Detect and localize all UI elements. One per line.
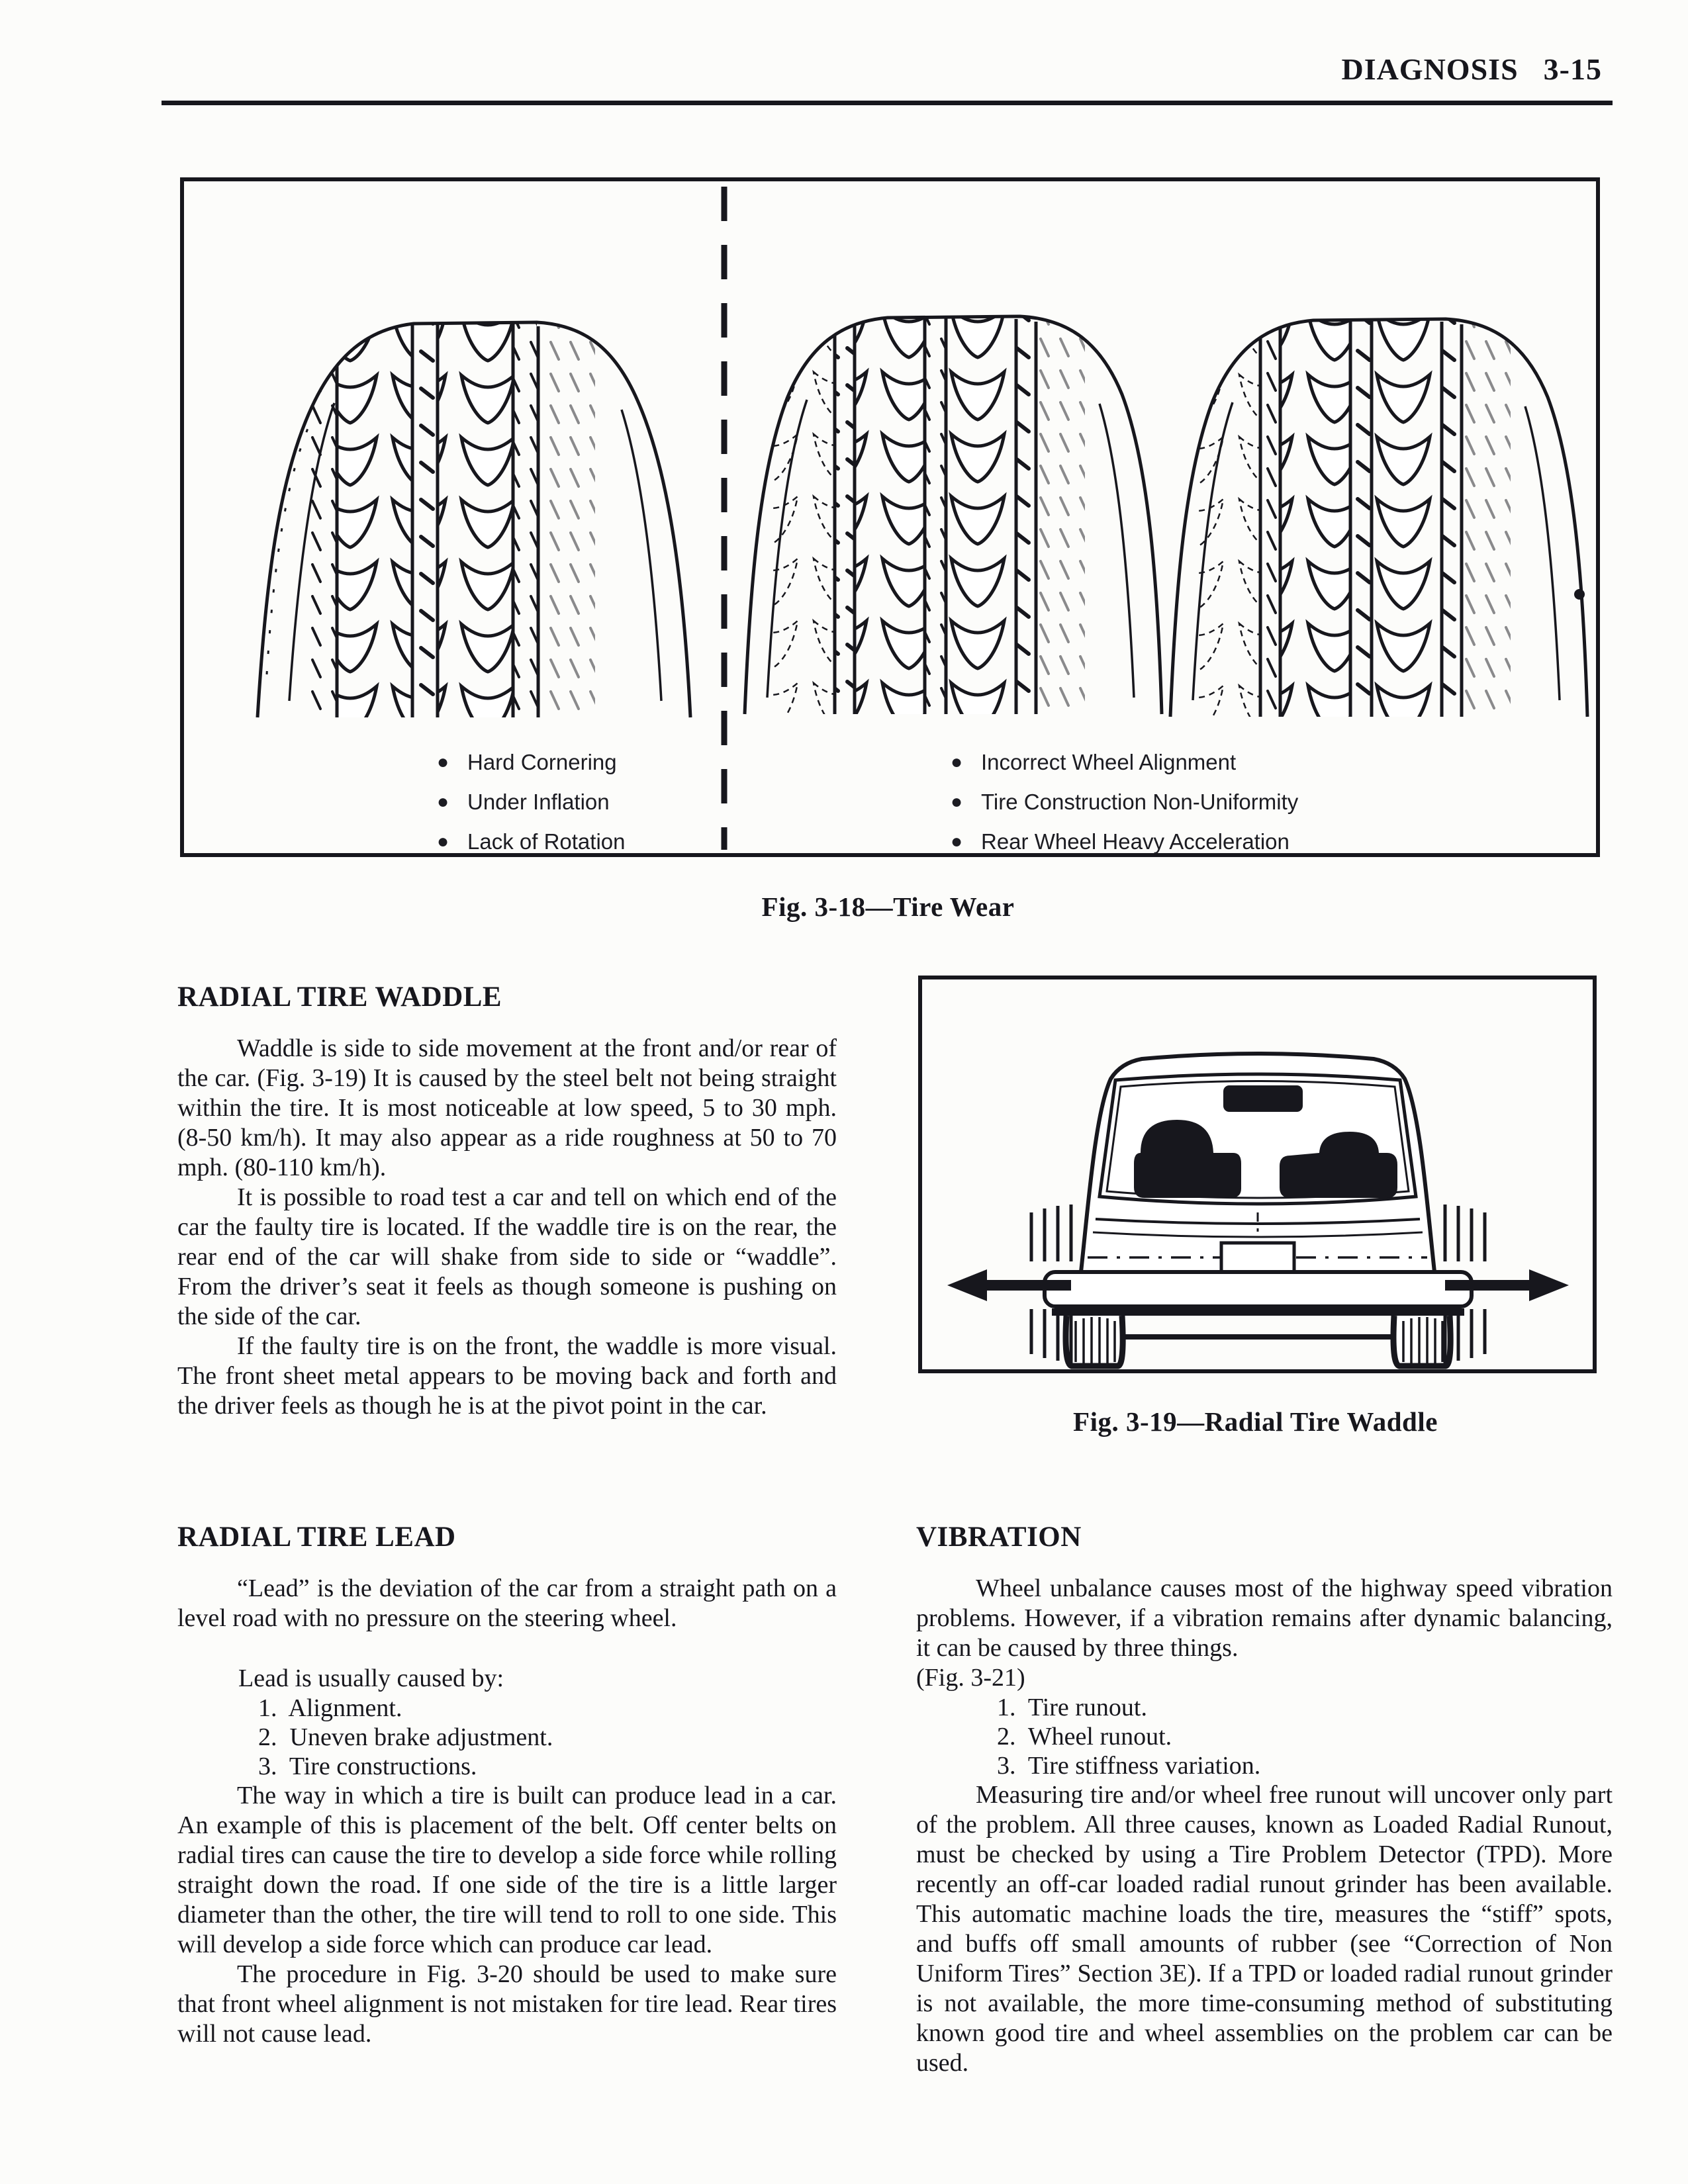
wheel-right <box>1393 1316 1450 1366</box>
numbered-item: 2. Uneven brake adjustment. <box>258 1723 553 1751</box>
tire-tread-middle <box>745 312 1162 714</box>
rear-bumper <box>1045 1272 1472 1306</box>
section-heading: VIBRATION <box>916 1522 1082 1553</box>
bullet-icon <box>951 822 981 862</box>
car-rear-illustration <box>922 979 1593 1369</box>
list-item <box>437 782 625 822</box>
list-item <box>951 822 1298 862</box>
bullet-icon <box>437 743 467 782</box>
paragraph: Measuring tire and/or wheel free runout will uncover only part of the problem. All three causes, known as Loaded Radial Runout, must be checked by using a Tire Problem Detector (TPD). More recently an off-car loaded radial runout grinder has been available. This automatic machine loads the tire, measures the “stiff” spots, and buffs off small amounts of rubber (see “Correction of Non Uniform Tires” Section 3E). If a TPD or loaded radial runout grinder is not available, the more time-consuming method of substituting known good tire and wheel assemblies on the problem car can be used. <box>916 1781 1613 2077</box>
section-radial-tire-waddle <box>177 981 837 1421</box>
tire-wear-causes-right <box>951 743 1298 862</box>
bullet-icon <box>437 782 467 822</box>
numbered-item: 3. Tire stiffness variation. <box>997 1752 1261 1780</box>
rear-view-mirror-silhouette <box>1223 1085 1303 1112</box>
paragraph: If the faulty tire is on the front, the waddle is more visual. The front sheet metal appears to be moving back and forth and the driver feels as though he is at the pivot point in the car. <box>177 1332 837 1420</box>
waddle-arrow-left <box>947 1205 1071 1363</box>
figure-tire-wear <box>180 177 1600 857</box>
list-item <box>951 782 1298 822</box>
figure-caption-3-19: Fig. 3-19—Radial Tire Waddle <box>1073 1406 1438 1437</box>
numbered-item: 1. Alignment. <box>258 1694 402 1722</box>
figure-radial-tire-waddle <box>918 976 1597 1373</box>
cause-label: Incorrect Wheel Alignment <box>981 750 1237 774</box>
wheel-left <box>1066 1316 1123 1366</box>
cause-label: Tire Construction Non-Uniformity <box>981 790 1299 814</box>
tire-tread-right <box>1170 315 1587 717</box>
waddle-arrow-right <box>1445 1205 1569 1363</box>
header-page-number: 3-15 <box>1543 52 1602 86</box>
bullet-icon <box>951 782 981 822</box>
section-vibration <box>916 1521 1613 2078</box>
bullet-icon <box>951 743 981 782</box>
list-item <box>951 743 1298 782</box>
bullet-icon <box>437 822 467 862</box>
list-item <box>437 743 625 782</box>
header-divider <box>162 101 1613 105</box>
page-header <box>1341 52 1602 87</box>
section-heading: RADIAL TIRE WADDLE <box>177 981 502 1013</box>
numbered-item: 2. Wheel runout. <box>997 1723 1172 1751</box>
paragraph: It is possible to road test a car and tell on which end of the car the faulty tire is located. If the waddle tire is on the rear, the rear end of the car will shake from side to side or “waddle”. From the driver’s seat it feels as though someone is pushing on the side of the car. <box>177 1183 837 1330</box>
tire-tread-left <box>258 317 690 717</box>
paragraph: Wheel unbalance causes most of the highway speed vibration problems. However, if a vibration remains after dynamic balancing, it can be caused by three things. <box>916 1574 1613 1662</box>
section-radial-tire-lead <box>177 1521 837 2049</box>
cause-label: Under Inflation <box>467 790 610 814</box>
paragraph: The procedure in Fig. 3-20 should be used to make sure that front wheel alignment is not mistaken for tire lead. Rear tires will not cause lead. <box>177 1960 837 2048</box>
paragraph: Waddle is side to side movement at the front and/or rear of the car. (Fig. 3-19) It is caused by the steel belt not being straight within the tire. It is most noticeable at low speed, 5 to 30 mph. (8-50 km/h). It may also appear as a ride roughness at 50 to 70 mph. (80-110 km/h). <box>177 1034 837 1181</box>
figure-reference: (Fig. 3-21) <box>916 1664 1025 1692</box>
tire-wear-causes-left <box>437 743 625 862</box>
list-intro: Lead is usually caused by: <box>238 1664 504 1692</box>
list-item <box>437 822 625 862</box>
numbered-item: 1. Tire runout. <box>997 1694 1147 1721</box>
numbered-item: 3. Tire constructions. <box>258 1752 477 1780</box>
header-section-title: DIAGNOSIS <box>1341 52 1519 86</box>
figure-caption-3-18: Fig. 3-18—Tire Wear <box>761 891 1015 922</box>
cause-label: Lack of Rotation <box>467 829 626 854</box>
cause-label: Hard Cornering <box>467 750 617 774</box>
paragraph: The way in which a tire is built can produce lead in a car. An example of this is placement of the belt. Off center belts on radial tires can cause the tire to develop a side force while rolling straight down the road. If one side of the tire is a little larger diameter than the other, the tire will tend to roll to one side. This will develop a side force which can produce car lead. <box>177 1782 837 1958</box>
section-heading: RADIAL TIRE LEAD <box>177 1522 456 1553</box>
cause-label: Rear Wheel Heavy Acceleration <box>981 829 1289 854</box>
tire-wear-illustration <box>184 181 1596 853</box>
paragraph: “Lead” is the deviation of the car from a straight path on a level road with no pressure on the steering wheel. <box>177 1574 837 1632</box>
